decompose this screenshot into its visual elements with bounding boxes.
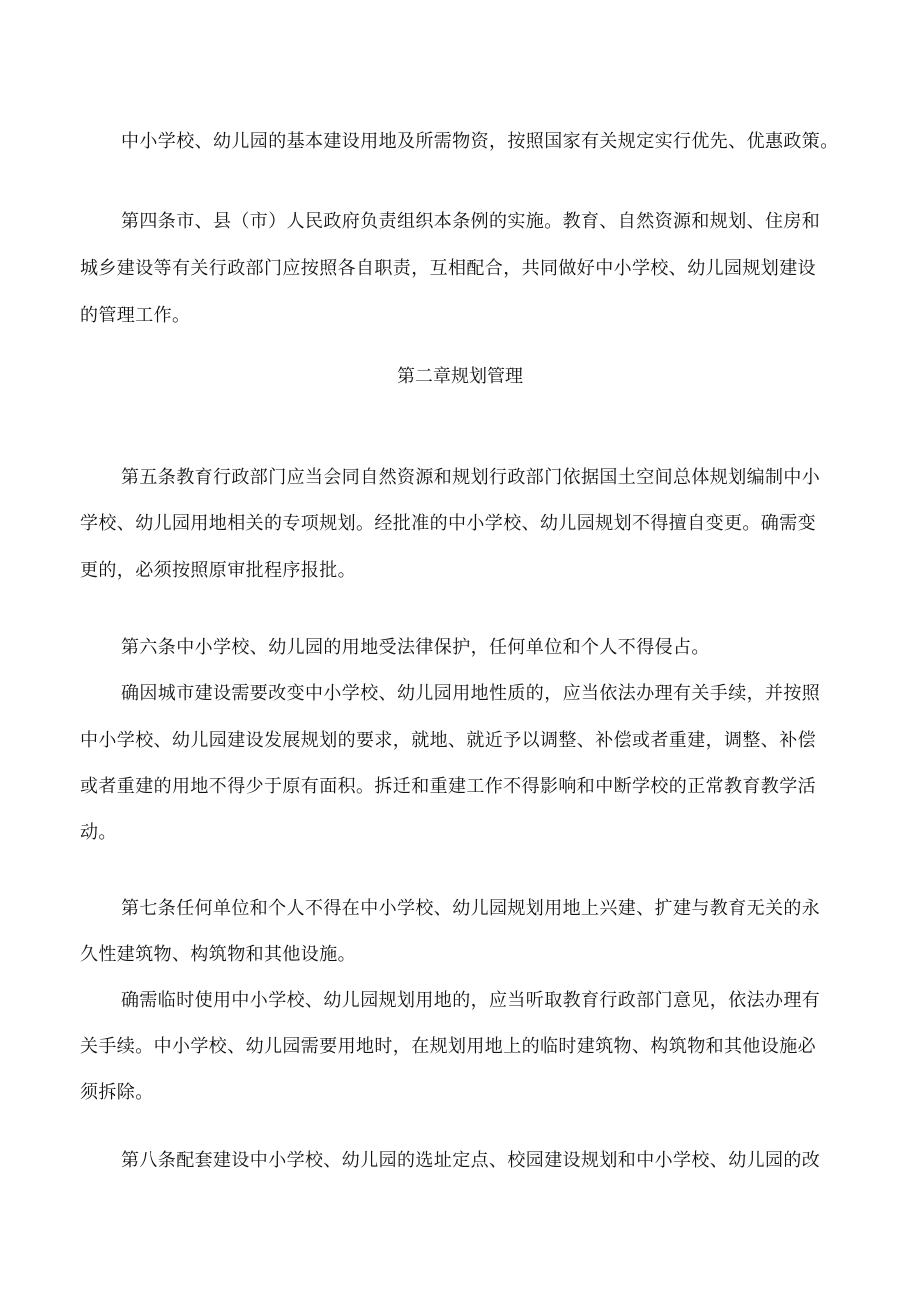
text-line: 中小学校、幼儿园的基本建设用地及所需物资，按照国家有关规定实行优先、优惠政策。 bbox=[121, 131, 839, 152]
text-line: 确需临时使用中小学校、幼儿园规划用地的，应当听取教育行政部门意见，依法办理有 bbox=[121, 990, 821, 1011]
text-line: 更的，必须按照原审批程序报批。 bbox=[80, 560, 356, 581]
text-line: 确因城市建设需要改变中小学校、幼儿园用地性质的，应当依法办理有关手续，并按照 bbox=[121, 683, 821, 704]
text-line: 第四条市、县（市）人民政府负责组织本条例的实施。教育、自然资源和规划、住房和 bbox=[121, 211, 821, 232]
text-line: 第六条中小学校、幼儿园的用地受法律保护，任何单位和个人不得侵占。 bbox=[121, 637, 710, 658]
text-line: 第八条配套建设中小学校、幼儿园的选址定点、校园建设规划和中小学校、幼儿园的改 bbox=[121, 1150, 821, 1171]
text-line: 关手续。中小学校、幼儿园需要用地时，在规划用地上的临时建筑物、构筑物和其他设施必 bbox=[80, 1036, 816, 1057]
text-line: 或者重建的用地不得少于原有面积。拆迁和重建工作不得影响和中断学校的正常教育教学活 bbox=[80, 776, 816, 797]
text-line: 的管理工作。 bbox=[80, 305, 191, 326]
chapter-2-heading: 第二章规划管理 bbox=[397, 366, 523, 387]
text-line: 第七条任何单位和个人不得在中小学校、幼儿园规划用地上兴建、扩建与教育无关的永 bbox=[121, 898, 821, 919]
text-line: 第五条教育行政部门应当会同自然资源和规划行政部门依据国土空间总体规划编制中小 bbox=[121, 467, 821, 488]
text-line: 学校、幼儿园用地相关的专项规划。经批准的中小学校、幼儿园规划不得擅自变更。确需变 bbox=[80, 513, 816, 534]
text-line: 城乡建设等有关行政部门应按照各自职责，互相配合，共同做好中小学校、幼儿园规划建设 bbox=[80, 258, 816, 279]
text-line: 须拆除。 bbox=[80, 1082, 154, 1103]
text-line: 中小学校、幼儿园建设发展规划的要求，就地、就近予以调整、补偿或者重建，调整、补偿 bbox=[80, 730, 816, 751]
text-line: 久性建筑物、构筑物和其他设施。 bbox=[80, 944, 356, 965]
text-line: 动。 bbox=[80, 822, 117, 843]
